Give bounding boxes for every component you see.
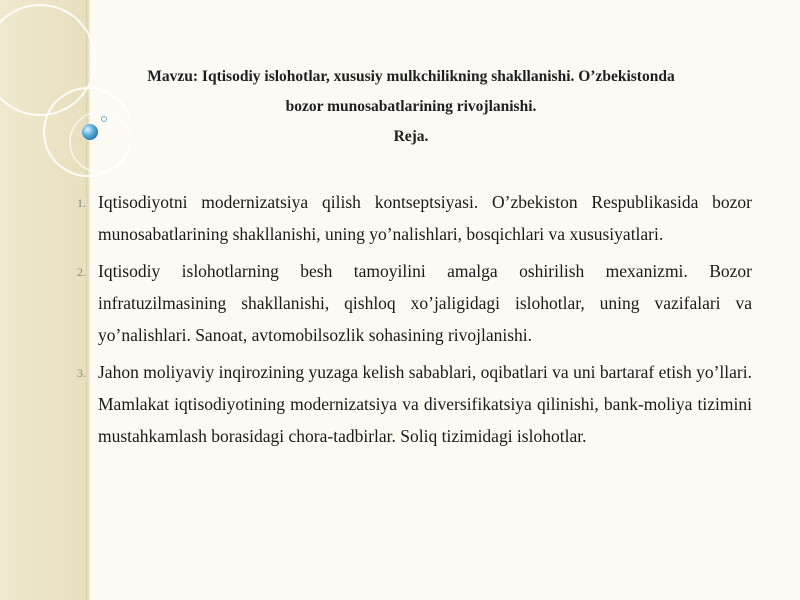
plan-list xyxy=(60,186,752,457)
plan-item-text: Iqtisodiy islohotlarning besh tamoyilini amalga oshirilish mexanizmi. Bozor infratuzilmasining shakllanishi, qishloq xo’jaligidagi islohotlar, uning vazifalari va yo’nalishlari. Sanoat, avtomobilsozlik sohasining rivojlanishi. xyxy=(98,261,752,345)
title-line-1: Mavzu: Iqtisodiy islohotlar, xususiy mulkchilikning shakllanishi. O’zbekistonda xyxy=(147,68,675,85)
plan-item-text: Iqtisodiyotni modernizatsiya qilish kontseptsiyasi. O’zbekiston Respublikasida bozor munosabatlarining shakllanishi, uning yo’nalishlari, bosqichlari va xususiyatlari. xyxy=(98,192,752,244)
deco-arc-large xyxy=(0,5,95,115)
title-plan-heading: Reja. xyxy=(393,128,429,145)
plan-item-1 xyxy=(60,186,752,250)
plan-item-2 xyxy=(60,255,752,351)
plan-item-number: 1. xyxy=(77,196,86,210)
plan-item-text: Jahon moliyaviy inqirozining yuzaga kelish sabablari, oqibatlari va uni bartaraf etish yo’llari. Mamlakat iqtisodiyotining modernizatsiya va diversifikatsiya qilinishi, bank-moliya tizimini mustahkamlash borasidagi chora-tadbirlar. Soliq tizimidagi islohotlar. xyxy=(98,362,752,446)
title-line-2: bozor munosabatlarining rivojlanishi. xyxy=(285,98,537,115)
slide-title xyxy=(96,62,726,152)
plan-item-number: 2. xyxy=(77,265,86,279)
plan-item-number: 3. xyxy=(77,366,86,380)
plan-item-3 xyxy=(60,356,752,452)
